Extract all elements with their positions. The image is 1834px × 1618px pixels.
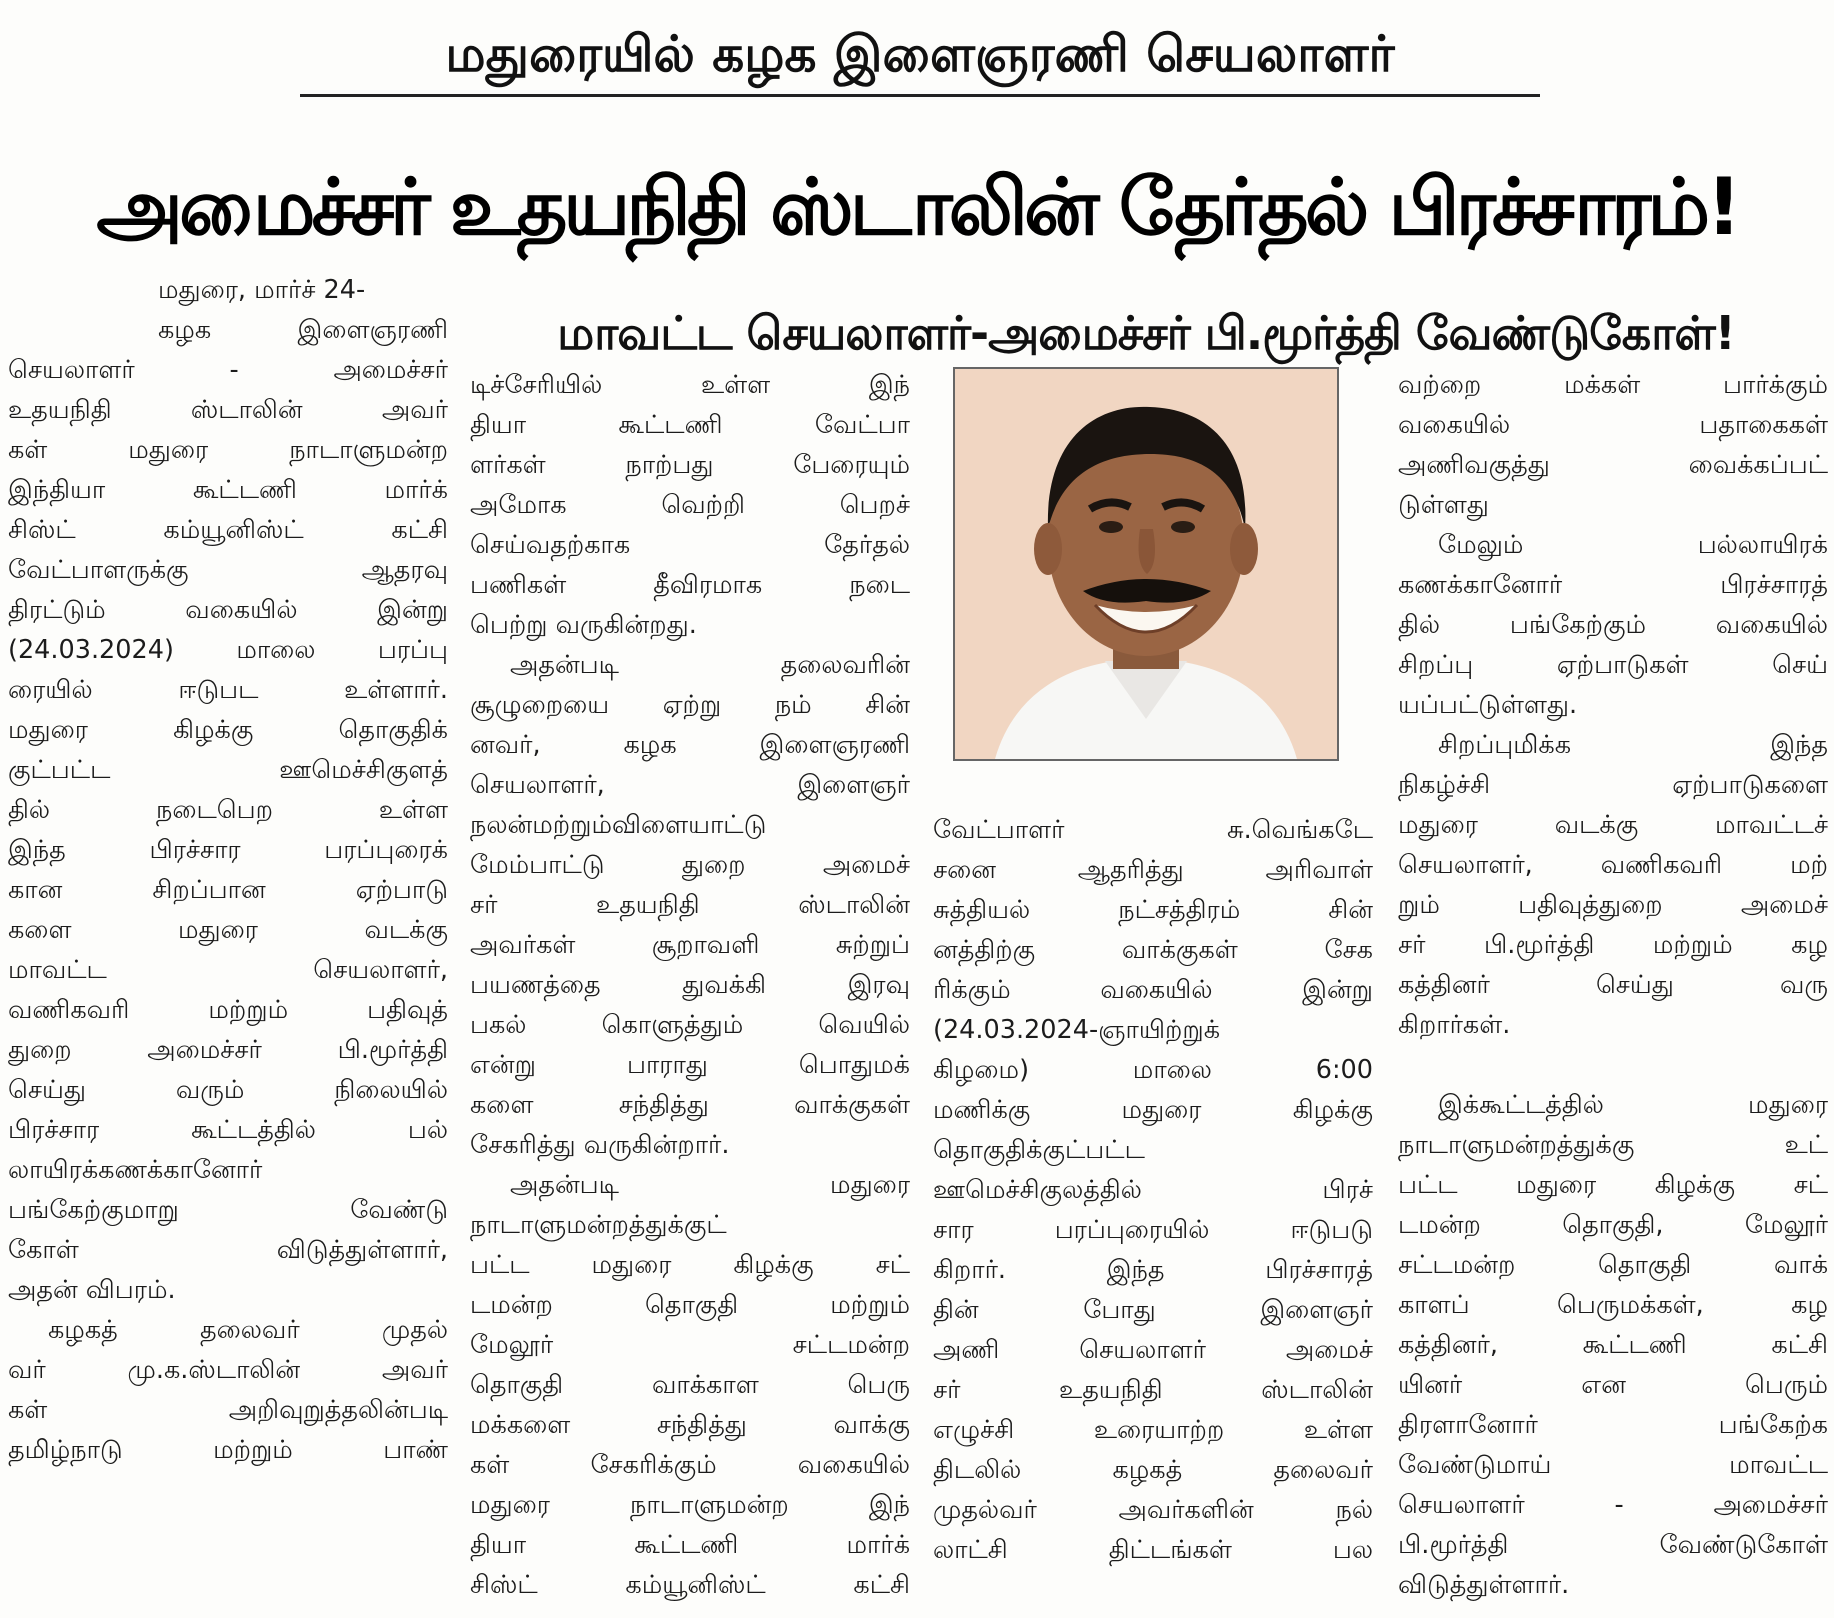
text-line: தில் பங்கேற்கும் வகையில் [1398, 610, 1828, 640]
text-line: ரையில் ஈடுபட உள்ளார். [8, 675, 448, 705]
text-line: சார பரப்புரையில் ஈடுபடு [933, 1215, 1373, 1245]
text-line: மேலும் பல்லாயிரக் [1438, 530, 1828, 560]
text-line: றும் பதிவுத்துறை அமைச் [1398, 890, 1828, 920]
text-line: சேகரித்து வருகின்றார். [470, 1130, 730, 1160]
text-line: விடுத்துள்ளார். [1398, 1570, 1570, 1600]
text-line: முதல்வர் அவர்களின் நல் [933, 1495, 1373, 1525]
text-line: சிறப்பு ஏற்பாடுகள் செய் [1398, 650, 1828, 680]
text-line: பங்கேற்குமாறு வேண்டு [8, 1195, 448, 1225]
text-line: கழக இளைஞரணி [158, 315, 448, 345]
text-line: வேட்பாளர் சு.வெங்கடே [933, 815, 1373, 845]
text-line: கிறார். இந்த பிரச்சாரத் [933, 1255, 1373, 1285]
text-line: ளர்கள் நாற்பது பேரையும் [470, 450, 910, 480]
text-line: சர் உதயநிதி ஸ்டாலின் [933, 1375, 1373, 1405]
text-line: னத்திற்கு வாக்குகள் சேக [933, 935, 1373, 965]
text-line: பெற்று வருகின்றது. [470, 610, 697, 640]
text-line: அதன்படி மதுரை [510, 1170, 910, 1200]
spacer-line [1398, 1045, 1828, 1085]
text-line: நலன்மற்றும்விளையாட்டு [470, 810, 767, 840]
text-line: குட்பட்ட ஊமெச்சிகுளத் [8, 755, 448, 785]
text-line: சட்டமன்ற தொகுதி வாக் [1398, 1250, 1828, 1280]
text-line: யப்பட்டுள்ளது. [1398, 690, 1578, 720]
text-line: மாவட்ட செயலாளர், [8, 955, 448, 985]
text-line: சர் உதயநிதி ஸ்டாலின் [470, 890, 910, 920]
text-line: சிஸ்ட் கம்யூனிஸ்ட் கட்சி [8, 515, 448, 545]
portrait-photo [953, 367, 1339, 761]
text-line: செயலாளர் - அமைச்சர் [1398, 1490, 1828, 1520]
text-line: கிழமை) மாலை 6:00 [933, 1055, 1373, 1085]
text-line: அதன்படி தலைவரின் [510, 650, 910, 680]
portrait-illustration [955, 369, 1337, 759]
text-line: செய்து வரும் நிலையில் [8, 1075, 448, 1105]
main-headline: அமைச்சர் உதயநிதி ஸ்டாலின் தேர்தல் பிரச்சாரம்! [96, 163, 1738, 253]
text-line: அணிவகுத்து வைக்கப்பட் [1398, 450, 1828, 480]
text-line: தின் போது இளைஞர் [933, 1295, 1373, 1325]
text-line: அமோக வெற்றி பெறச் [470, 490, 910, 520]
article-column-3 [933, 810, 1373, 1570]
text-line: அதன் விபரம். [8, 1275, 176, 1305]
text-line: மதுரை நாடாளுமன்ற இந் [470, 1490, 910, 1520]
text-line: சர் பி.மூர்த்தி மற்றும் கழ [1398, 930, 1828, 960]
text-line: கழகத் தலைவர் முதல் [48, 1315, 448, 1345]
text-line: கிறார்கள். [1398, 1010, 1511, 1040]
dateline: மதுரை, மார்ச் 24- [158, 275, 366, 305]
text-line: வகையில் பதாகைகள் [1398, 410, 1828, 440]
text-line: வேட்பாளருக்கு ஆதரவு [8, 555, 448, 585]
article-column-4 [1398, 365, 1828, 1605]
text-line: வர் மு.க.ஸ்டாலின் அவர் [8, 1355, 448, 1385]
text-line: தொகுதிக்குட்பட்ட [933, 1135, 1145, 1165]
text-line: சனை ஆதரித்து அரிவாள் [933, 855, 1373, 885]
text-line: களை சந்தித்து வாக்குகள் [470, 1090, 910, 1120]
text-line: செயலாளர், வணிகவரி மற் [1398, 850, 1828, 880]
text-line: (24.03.2024-ஞாயிற்றுக் [933, 1015, 1221, 1045]
text-line: அணி செயலாளர் அமைச் [933, 1335, 1373, 1365]
text-line: தியா கூட்டணி வேட்பா [470, 410, 910, 440]
text-line: பணிகள் தீவிரமாக நடை [470, 570, 910, 600]
text-line: கோள் விடுத்துள்ளார், [8, 1235, 448, 1265]
text-line: யினர் என பெரும் [1398, 1370, 1828, 1400]
text-line: கத்தினர், கூட்டணி கட்சி [1398, 1330, 1828, 1360]
text-line: பிரச்சார கூட்டத்தில் பல் [8, 1115, 448, 1145]
text-line: சூழுறையை ஏற்று நம் சின் [470, 690, 910, 720]
text-line: கள் மதுரை நாடாளுமன்ற [8, 435, 448, 465]
kicker-headline: மதுரையில் கழக இளைஞரணி செயலாளர் [300, 14, 1540, 97]
article-column-1 [8, 270, 448, 1470]
text-line: திடலில் கழகத் தலைவர் [933, 1455, 1373, 1485]
text-line: தியா கூட்டணி மார்க் [470, 1530, 910, 1560]
text-line: கள் அறிவுறுத்தலின்படி [8, 1395, 448, 1425]
text-line: மதுரை வடக்கு மாவட்டச் [1398, 810, 1828, 840]
text-line: மேம்பாட்டு துறை அமைச் [470, 850, 910, 880]
text-line: தில் நடைபெற உள்ள [8, 795, 448, 825]
text-line: வணிகவரி மற்றும் பதிவுத் [8, 995, 448, 1025]
text-line: ஊமெச்சிகுலத்தில் பிரச் [933, 1175, 1373, 1205]
text-line: கத்தினர் செய்து வரு [1398, 970, 1828, 1000]
text-line: எழுச்சி உரையாற்ற உள்ள [933, 1415, 1373, 1445]
text-line: செய்வதற்காக தேர்தல் [470, 530, 910, 560]
text-line: டுள்ளது [1398, 490, 1489, 520]
text-line: மக்களை சந்தித்து வாக்கு [470, 1410, 910, 1440]
text-line: லாயிரக்கணக்கானோர் [8, 1155, 263, 1185]
text-line: கணக்கானோர் பிரச்சாரத் [1398, 570, 1828, 600]
article-column-2 [470, 365, 910, 1605]
text-line: திரளானோர் பங்கேற்க [1398, 1410, 1828, 1440]
text-line: பட்ட மதுரை கிழக்கு சட் [470, 1250, 910, 1280]
text-line: சிஸ்ட் கம்யூனிஸ்ட் கட்சி [470, 1570, 910, 1600]
text-line: செயலாளர், இளைஞர் [470, 770, 910, 800]
text-line: மதுரை கிழக்கு தொகுதிக் [8, 715, 448, 745]
text-line: சிறப்புமிக்க இந்த [1438, 730, 1828, 760]
text-line: டிச்சேரியில் உள்ள இந் [470, 370, 910, 400]
text-line: களை மதுரை வடக்கு [8, 915, 448, 945]
text-line: மேலூர் சட்டமன்ற [470, 1330, 910, 1360]
text-line: திரட்டும் வகையில் இன்று [8, 595, 448, 625]
text-line: (24.03.2024) மாலை பரப்பு [8, 635, 448, 665]
text-line: டமன்ற தொகுதி மற்றும் [470, 1290, 910, 1320]
text-line: னவர், கழக இளைஞரணி [470, 730, 910, 760]
text-line: லாட்சி திட்டங்கள் பல [933, 1535, 1373, 1565]
sub-headline: மாவட்ட செயலாளர்-அமைச்சர் பி.மூர்த்தி வேண்டுகோள்! [557, 306, 1735, 360]
text-line: நிகழ்ச்சி ஏற்பாடுகளை [1398, 770, 1828, 800]
text-line: பகல் கொளுத்தும் வெயில் [470, 1010, 910, 1040]
text-line: இந்தியா கூட்டணி மார்க் [8, 475, 448, 505]
text-line: டமன்ற தொகுதி, மேலூர் [1398, 1210, 1828, 1240]
text-line: வேண்டுமாய் மாவட்ட [1398, 1450, 1828, 1480]
text-line: ரிக்கும் வகையில் இன்று [933, 975, 1373, 1005]
text-line: என்று பாராது பொதுமக் [470, 1050, 910, 1080]
text-line: மணிக்கு மதுரை கிழக்கு [933, 1095, 1373, 1125]
text-line: தமிழ்நாடு மற்றும் பாண் [8, 1435, 448, 1465]
text-line: கள் சேகரிக்கும் வகையில் [470, 1450, 910, 1480]
text-line: சுத்தியல் நட்சத்திரம் சின் [933, 895, 1373, 925]
text-line: உதயநிதி ஸ்டாலின் அவர் [8, 395, 448, 425]
text-line: பி.மூர்த்தி வேண்டுகோள் [1398, 1530, 1828, 1560]
text-line: துறை அமைச்சர் பி.மூர்த்தி [8, 1035, 448, 1065]
text-line: கான சிறப்பான ஏற்பாடு [8, 875, 448, 905]
text-line: காளப் பெருமக்கள், கழ [1398, 1290, 1828, 1320]
text-line: அவர்கள் சூறாவளி சுற்றுப் [470, 930, 910, 960]
text-line: தொகுதி வாக்காள பெரு [470, 1370, 910, 1400]
text-line: இக்கூட்டத்தில் மதுரை [1438, 1090, 1828, 1120]
text-line: நாடாளுமன்றத்துக்குட் [470, 1210, 727, 1240]
text-line: வற்றை மக்கள் பார்க்கும் [1398, 370, 1828, 400]
text-line: நாடாளுமன்றத்துக்கு உட் [1398, 1130, 1828, 1160]
text-line: இந்த பிரச்சார பரப்புரைக் [8, 835, 448, 865]
text-line: செயலாளர் - அமைச்சர் [8, 355, 448, 385]
text-line: பட்ட மதுரை கிழக்கு சட் [1398, 1170, 1828, 1200]
text-line: பயணத்தை துவக்கி இரவு [470, 970, 910, 1000]
